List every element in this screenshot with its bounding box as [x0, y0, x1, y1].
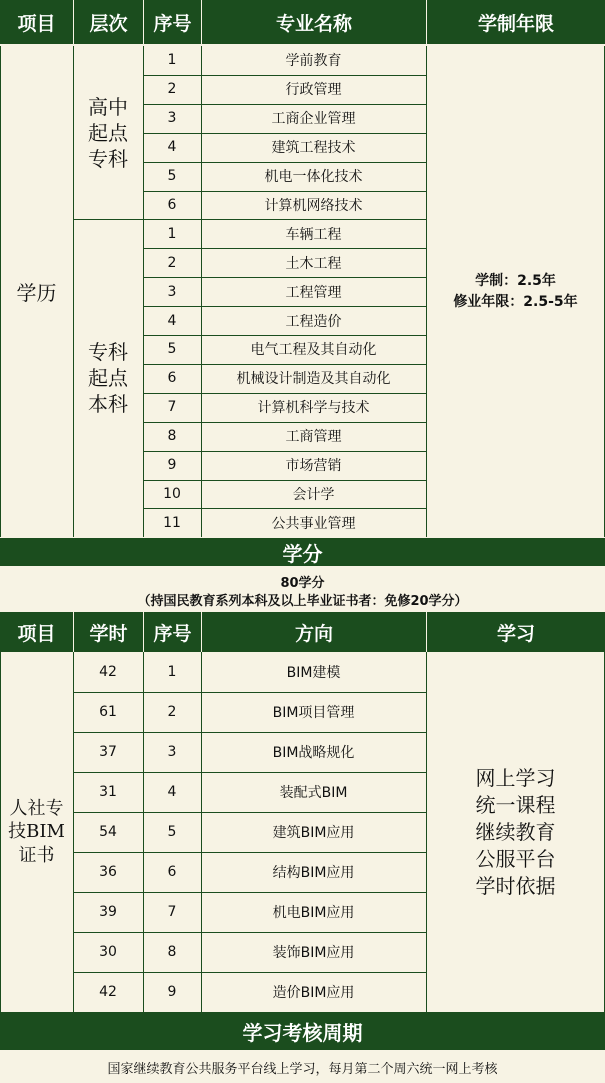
table1-major-cell: 公共事业管理: [271, 515, 356, 532]
table1-seq-cell: 1: [167, 225, 177, 242]
column-divider: [73, 46, 74, 537]
study-line: 网上学习: [475, 765, 556, 790]
table1-seq-cell: 5: [167, 341, 177, 358]
row-divider: [143, 75, 426, 76]
table1-seq-cell: 8: [167, 428, 177, 445]
table2-direction-cell: BIM战略规化: [272, 745, 355, 761]
credits-total: 80学分: [280, 576, 325, 591]
table2-hours-cell: 61: [99, 704, 117, 720]
table2-direction-cell: 机电BIM应用: [272, 905, 355, 921]
project-label-line: 证书: [18, 844, 55, 866]
table1-major-cell: 电气工程及其自动化: [250, 342, 377, 359]
column-divider: [0, 652, 1, 1012]
row-divider: [143, 277, 426, 278]
table2-header-hours: 学时: [74, 612, 143, 652]
row-divider: [143, 133, 426, 134]
table1-seq-cell: 6: [167, 370, 177, 387]
level-label-line: 专科: [88, 146, 128, 171]
table1-major-cell: 工商企业管理: [271, 111, 356, 128]
table1-major-cell: 机电一体化技术: [264, 169, 363, 186]
row-divider: [73, 732, 426, 733]
column-divider: [201, 46, 202, 537]
table1-seq-cell: 6: [167, 196, 177, 213]
table2-header-project: 项目: [0, 612, 73, 652]
table1-header-level: 层次: [74, 0, 143, 44]
table1-seq-cell: 4: [167, 139, 177, 156]
table2-header-direction: 方向: [202, 612, 426, 652]
table2-seq-cell: 4: [167, 784, 177, 800]
table2-project-cell: [0, 652, 73, 1012]
table1-duration-cell: [426, 46, 605, 537]
project-label: [8, 797, 65, 867]
table1-seq-cell: 11: [163, 514, 181, 531]
table1-level-cell: [73, 46, 143, 219]
column-divider: [73, 652, 74, 1012]
table1-seq-cell: 5: [167, 168, 177, 185]
table1-major-cell: 计算机科学与技术: [257, 400, 370, 417]
table1-header-seq: 序号: [144, 0, 201, 44]
table2-direction-cell: BIM建模: [286, 665, 341, 681]
row-divider: [73, 852, 426, 853]
study-line: 统一课程: [475, 792, 556, 817]
level-label-line: 本科: [88, 392, 128, 417]
table1-major-cell: 工商管理: [285, 429, 342, 446]
row-divider: [143, 480, 426, 481]
duration-line: 修业年限：2.5-5年: [453, 293, 578, 310]
row-divider: [143, 162, 426, 163]
table2-direction-cell: 装配式BIM: [279, 785, 348, 801]
table1-level-cell: [73, 219, 143, 537]
row-divider: [143, 104, 426, 105]
level-label: [88, 94, 128, 172]
row-divider: [143, 508, 426, 509]
table2-hours-cell: 31: [99, 784, 117, 800]
table2-hours-cell: 36: [99, 864, 117, 880]
level-label-line: 起点: [88, 120, 128, 145]
table1-seq-cell: 3: [167, 283, 177, 300]
table1-header-project: 项目: [0, 0, 73, 44]
table1-seq-cell: 2: [167, 81, 177, 98]
column-divider: [426, 46, 427, 537]
row-divider: [73, 932, 426, 933]
table1-major-cell: 学前教育: [285, 53, 342, 70]
table1-major-cell: 机械设计制造及其自动化: [236, 371, 391, 388]
level-label-line: 高中: [88, 94, 128, 119]
table1-major-cell: 工程管理: [285, 284, 342, 301]
study-line: 继续教育: [475, 819, 556, 844]
column-divider: [143, 46, 144, 537]
table2-hours-cell: 42: [99, 984, 117, 1000]
table2-header-seq: 序号: [144, 612, 201, 652]
table2-seq-cell: 9: [167, 984, 177, 1000]
exam-band: 学习考核周期: [0, 1012, 605, 1050]
row-divider: [143, 191, 426, 192]
table1-seq-cell: 2: [167, 254, 177, 271]
table1-major-cell: 建筑工程技术: [271, 140, 356, 157]
table2-hours-cell: 42: [99, 664, 117, 680]
credits-exemption-note: （持国民教育系列本科及以上毕业证书者：免修20学分）: [137, 594, 468, 609]
table2-hours-cell: 39: [99, 904, 117, 920]
row-divider: [143, 248, 426, 249]
row-divider: [143, 422, 426, 423]
row-divider: [73, 972, 426, 973]
level-label-line: 起点: [88, 366, 128, 391]
table2-direction-cell: 装饰BIM应用: [272, 945, 355, 961]
table1-seq-cell: 7: [167, 399, 177, 416]
level-divider: [73, 219, 426, 220]
project-label-line: 人社专: [9, 797, 64, 819]
table1-seq-cell: 4: [167, 312, 177, 329]
row-divider: [143, 393, 426, 394]
table1-major-cell: 会计学: [292, 486, 335, 503]
table1-major-cell: 工程造价: [285, 313, 342, 330]
table1-seq-cell: 3: [167, 110, 177, 127]
study-line: 公服平台: [475, 846, 556, 871]
table1-major-cell: 土木工程: [285, 255, 342, 272]
table2-seq-cell: 6: [167, 864, 177, 880]
table2-direction-cell: 结构BIM应用: [272, 865, 355, 881]
table1-seq-cell: 1: [167, 52, 177, 69]
table1-major-cell: 行政管理: [285, 82, 342, 99]
table1-header-duration: 学制年限: [427, 0, 605, 44]
table2-seq-cell: 2: [167, 704, 177, 720]
table1-seq-cell: 9: [167, 457, 177, 474]
table2-direction-cell: 建筑BIM应用: [272, 825, 355, 841]
row-divider: [143, 364, 426, 365]
table2-hours-cell: 30: [99, 944, 117, 960]
row-divider: [73, 812, 426, 813]
table2-direction-cell: 造价BIM应用: [272, 985, 355, 1001]
level-label: [88, 339, 128, 417]
duration-line: 学制：2.5年: [475, 272, 556, 289]
column-divider: [0, 46, 1, 537]
row-divider: [73, 892, 426, 893]
row-divider: [143, 335, 426, 336]
exam-text: 国家继续教育公共服务平台线上学习，每月第二个周六统一网上考核: [107, 1062, 498, 1077]
level-label-line: 专科: [88, 340, 128, 365]
row-divider: [73, 692, 426, 693]
credits-band: 学分: [0, 538, 605, 566]
table2-seq-cell: 8: [167, 944, 177, 960]
table2-hours-cell: 37: [99, 744, 117, 760]
table2-direction-cell: BIM项目管理: [272, 705, 355, 721]
table1-seq-cell: 10: [163, 485, 181, 502]
table2-study-cell: [426, 652, 605, 1012]
table1-header-name: 专业名称: [202, 0, 426, 44]
project-label-line: 技BIM: [8, 821, 65, 843]
table1-project-cell: 学历: [16, 281, 57, 306]
row-divider: [73, 772, 426, 773]
table2-header-study: 学习: [427, 612, 605, 652]
table2-seq-cell: 7: [167, 904, 177, 920]
table1-major-cell: 计算机网络技术: [264, 197, 363, 214]
table1-major-cell: 车辆工程: [285, 226, 342, 243]
table1-major-cell: 市场营销: [285, 458, 342, 475]
study-line: 学时依据: [475, 873, 556, 898]
row-divider: [143, 306, 426, 307]
table2-seq-cell: 5: [167, 824, 177, 840]
table2-hours-cell: 54: [99, 824, 117, 840]
column-divider: [143, 652, 144, 1012]
table2-seq-cell: 1: [167, 664, 177, 680]
table2-seq-cell: 3: [167, 744, 177, 760]
column-divider: [201, 652, 202, 1012]
row-divider: [143, 451, 426, 452]
column-divider: [426, 652, 427, 1012]
